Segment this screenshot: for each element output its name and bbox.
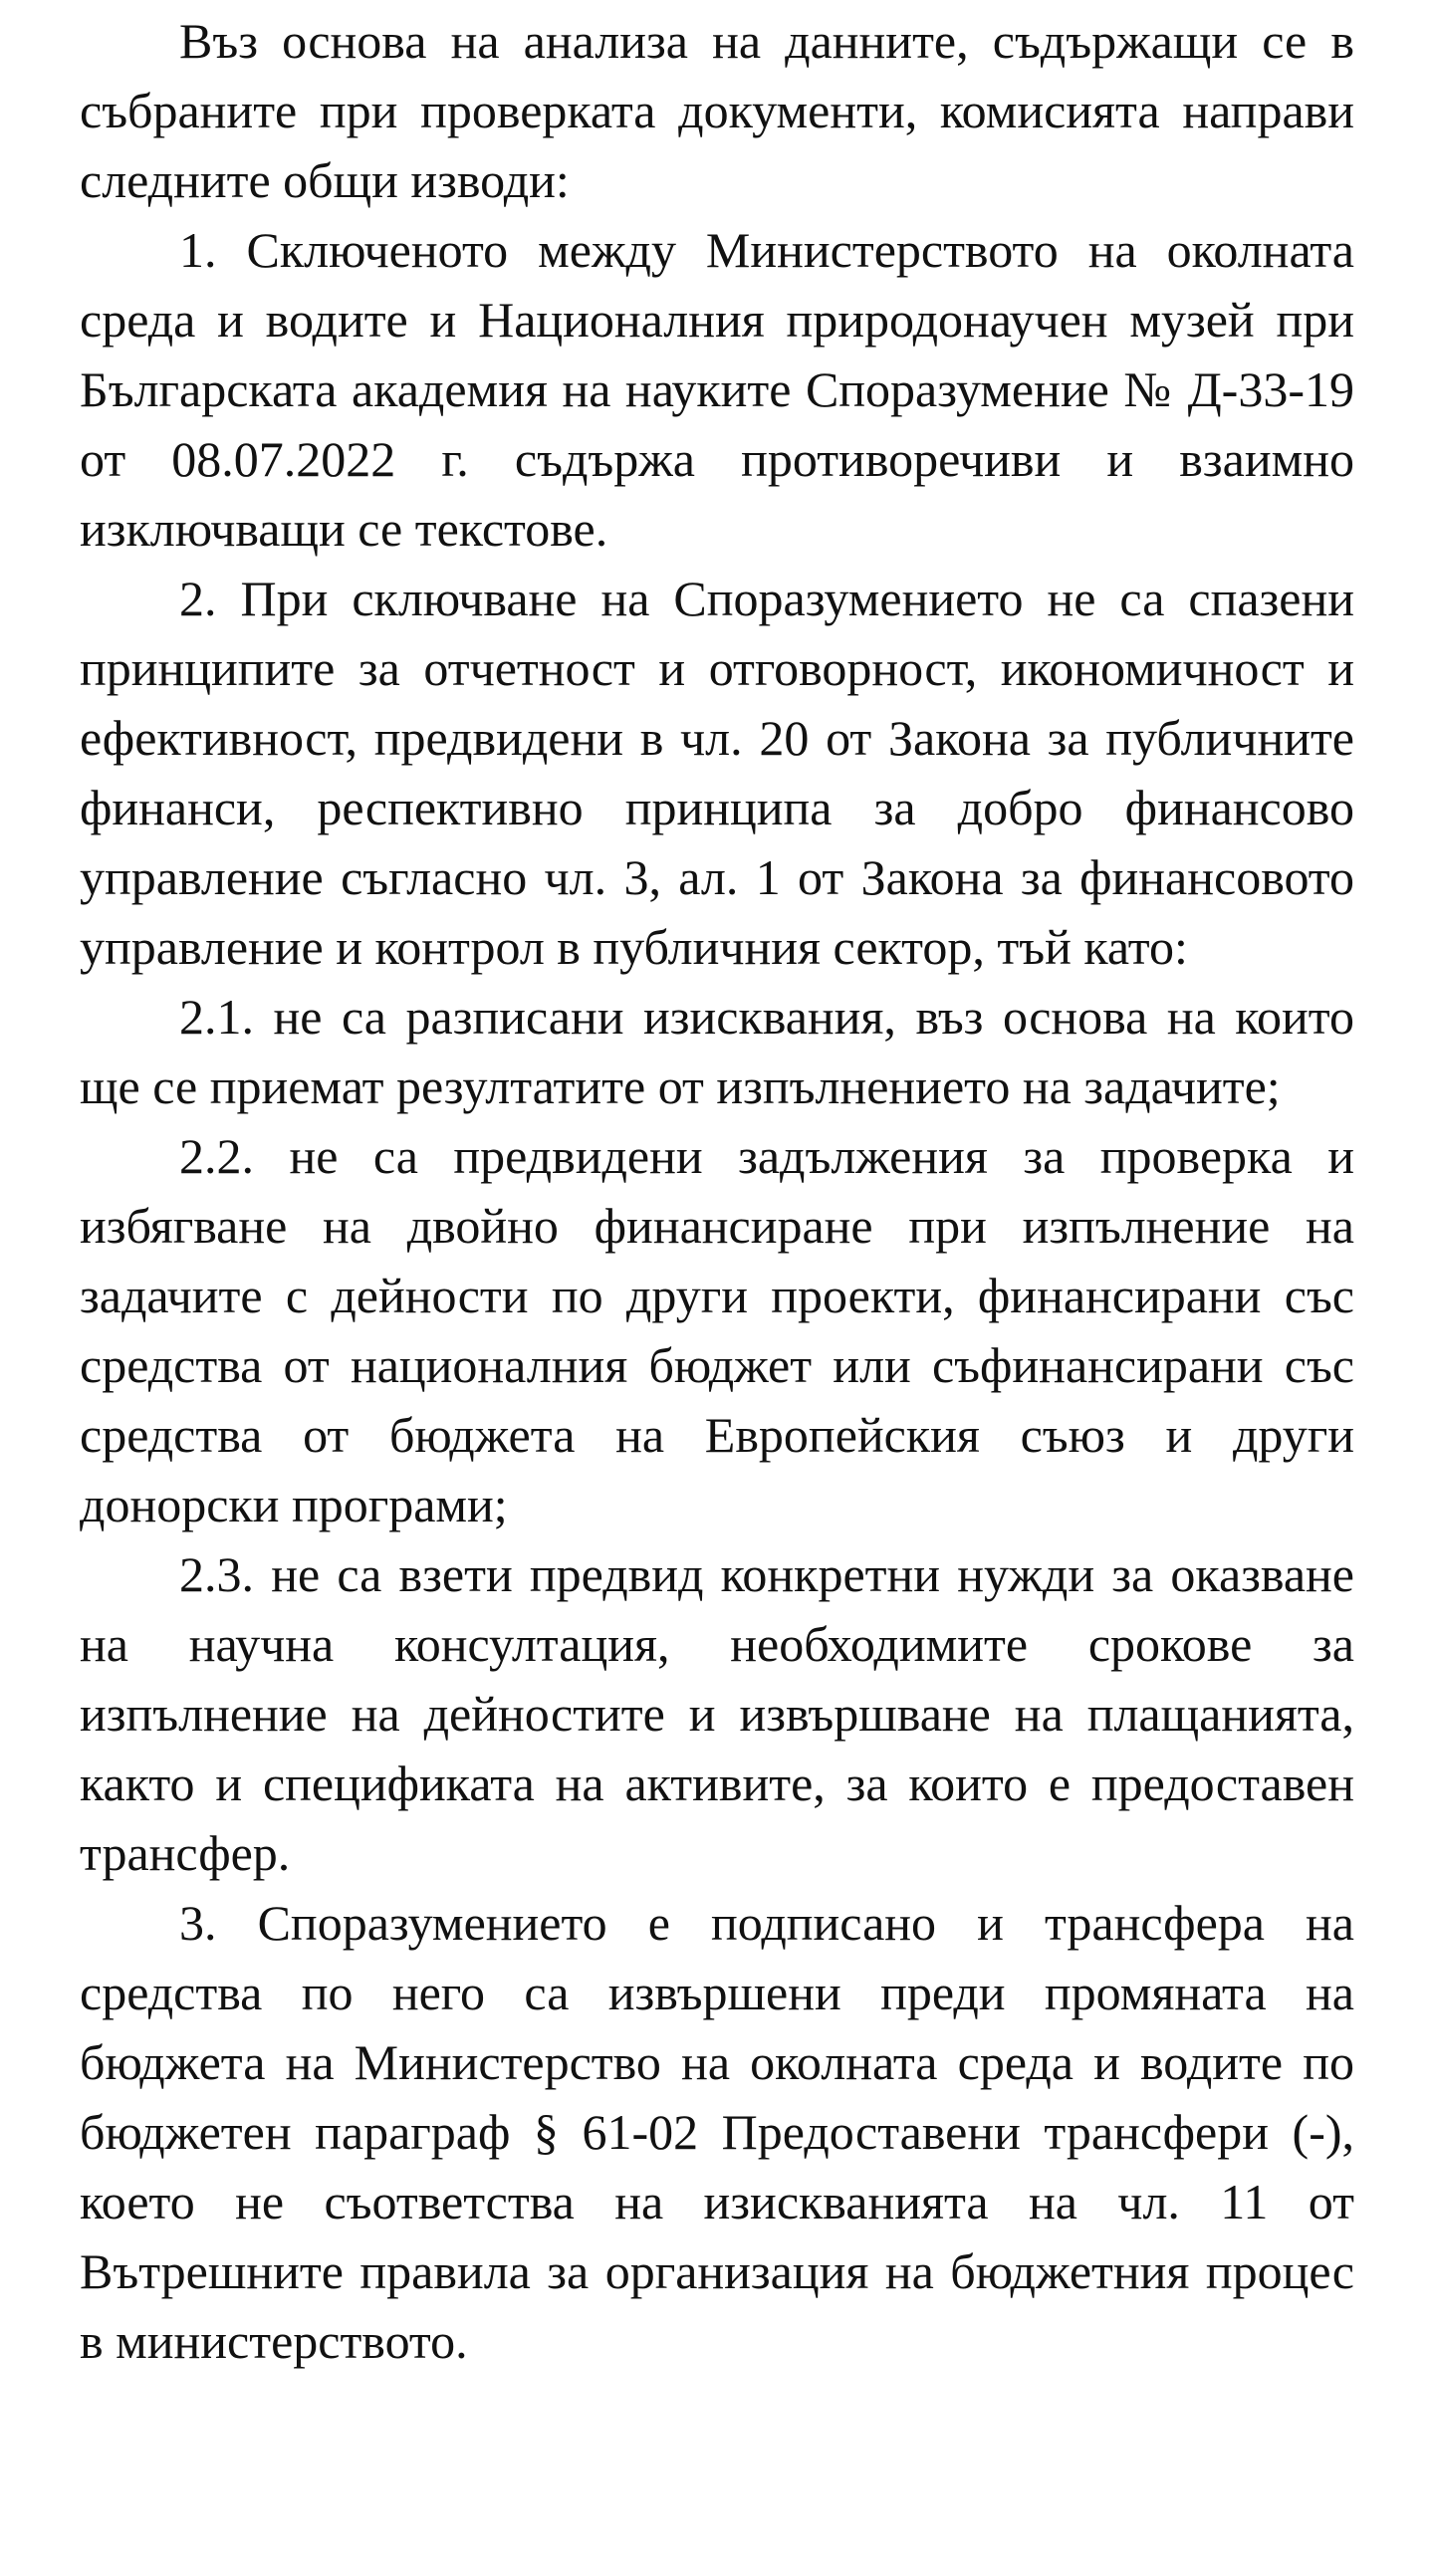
conclusion-3-paragraph: 3. Споразумението е подписано и трансфера на средства по него са извършени преди промяната на бюджета на Министерство на околната среда и водите по бюджетен параграф § 61-02 Предоставени трансфери (-), което не съответства на изискванията на чл. 11 от Вътрешните правила за организация на бюджетния процес в министерството. xyxy=(80,1895,1354,2369)
conclusion-2-paragraph: 2. При сключване на Споразумението не са спазени принципите за отчетност и отговорност, икономичност и ефективност, предвидени в чл. 20 от Закона за публичните финанси, респективно принципа за добро финансово управление съгласно чл. 3, ал. 1 от Закона за финансовото управление и контрол в публичния сектор, тъй като: xyxy=(80,571,1354,975)
conclusion-1-paragraph: 1. Сключеното между Министерството на околната среда и водите и Националния природонаучен музей при Българската академия на науките Споразумение № Д-33-19 от 08.07.2022 г. съдържа противоречиви и взаимно изключващи се текстове. xyxy=(80,222,1354,557)
conclusion-2-3-paragraph: 2.3. не са взети предвид конкретни нужди за оказване на научна консултация, необходимите срокове за изпълнение на дейностите и извършване на плащанията, както и спецификата на активите, за които е предоставен трансфер. xyxy=(80,1546,1354,1881)
document-page xyxy=(80,6,1354,2376)
intro-paragraph: Въз основа на анализа на данните, съдържащи се в събраните при проверката документи, комисията направи следните общи изводи: xyxy=(80,13,1354,208)
conclusion-2-2-paragraph: 2.2. не са предвидени задължения за проверка и избягване на двойно финансиране при изпълнение на задачите с дейности по други проекти, финансирани със средства от националния бюджет или съфинансирани със средства от бюджета на Европейския съюз и други донорски програми; xyxy=(80,1128,1354,1532)
conclusion-2-1-paragraph: 2.1. не са разписани изисквания, въз основа на които ще се приемат резултатите от изпълнението на задачите; xyxy=(80,989,1354,1114)
